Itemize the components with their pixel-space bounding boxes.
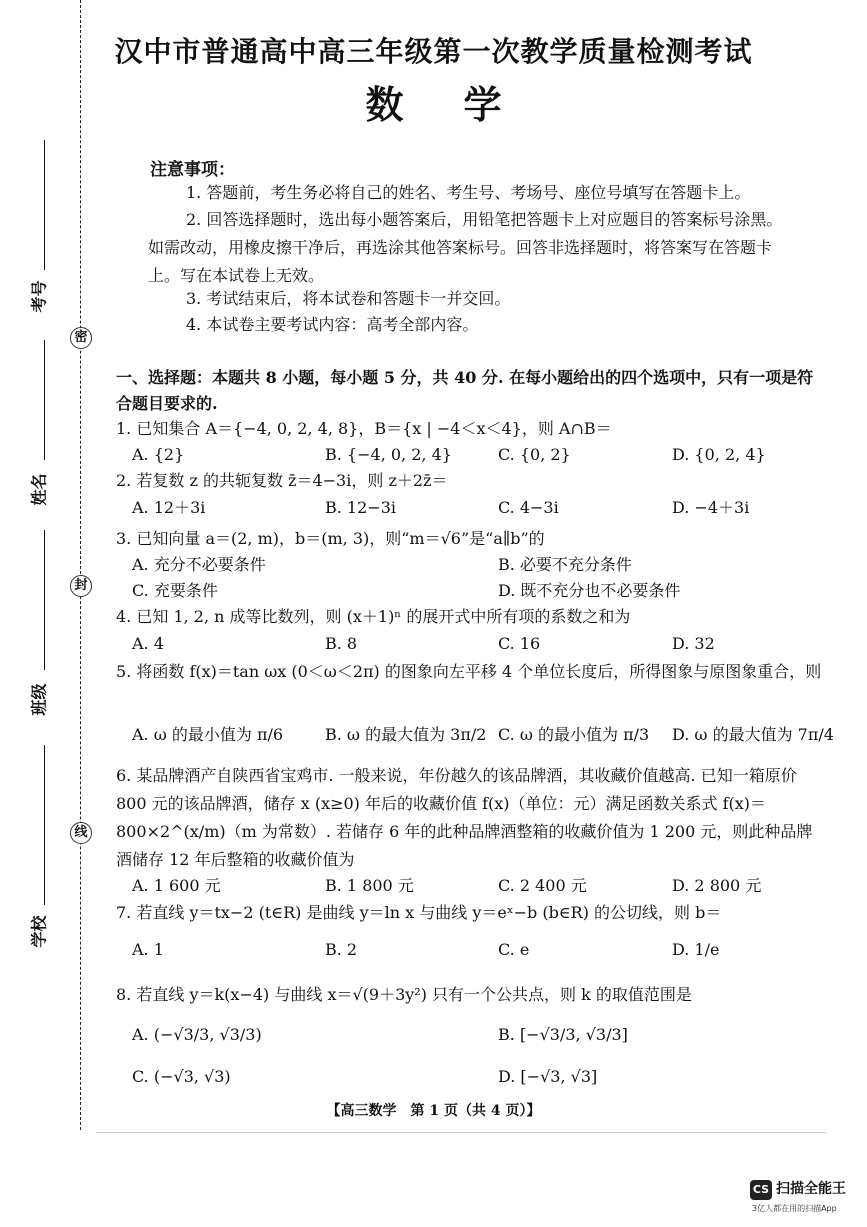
- name-underline: [44, 340, 45, 460]
- page-divider: [96, 1132, 826, 1133]
- school-label: 学校: [29, 915, 49, 948]
- question-6-option-d: D. 2 800 元: [672, 876, 762, 895]
- page-footer: 【高三数学 第 1 页（共 4 页）】: [326, 1103, 541, 1119]
- question-4-stem: 4. 已知 1, 2, n 成等比数列，则 (x＋1)ⁿ 的展开式中所有项的系数之和为: [116, 607, 631, 626]
- question-3-option-c: C. 充要条件: [132, 581, 218, 600]
- question-5-option-c: C. ω 的最小值为 π/3: [498, 725, 650, 744]
- question-6-option-a: A. 1 600 元: [132, 876, 221, 895]
- seal-xian: 线: [70, 822, 92, 844]
- question-5-option-a: A. ω 的最小值为 π/6: [132, 725, 284, 744]
- question-4-option-a: A. 4: [132, 634, 164, 653]
- question-3-stem: 3. 已知向量 a＝(2, m)，b＝(m, 3)，则“m＝√6”是“a∥b”的: [116, 529, 545, 548]
- question-1-stem: 1. 已知集合 A＝{−4, 0, 2, 4, 8}，B＝{x | −4＜x＜4}，则 A∩B＝: [116, 419, 612, 438]
- question-1-option-b: B. {−4, 0, 2, 4}: [325, 445, 452, 464]
- notice-heading: 注意事项：: [150, 160, 235, 180]
- question-5-option-b: B. ω 的最大值为 3π/2: [325, 725, 487, 744]
- watermark-subtext: 3亿人都在用的扫描App: [752, 1204, 837, 1213]
- notice-item-4: 4. 本试卷主要考试内容：高考全部内容。: [186, 315, 479, 334]
- question-8-option-b: B. [−√3/3, √3/3]: [498, 1025, 628, 1044]
- question-3-option-a: A. 充分不必要条件: [132, 555, 266, 574]
- question-3-option-d: D. 既不充分也不必要条件: [498, 581, 681, 600]
- notice-item-2: 2. 回答选择题时，选出每小题答案后，用铅笔把答题卡上对应题目的答案标号涂黑。如需改动，用橡皮擦干净后，再选涂其他答案标号。回答非选择题时，将答案写在答题卡上。写在本试卷上无效。: [148, 210, 783, 285]
- question-1-option-a: A. {2}: [132, 445, 185, 464]
- question-6-stem: 6. 某品牌酒产自陕西省宝鸡市. 一般来说，年份越久的该品牌酒，其收藏价值越高. 已知一箱原价 800 元的该品牌酒，储存 x (x≥0) 年后的收藏价值 f(x)（单位：元）满足函数关系式 f(x)＝800×2^(x/m)（m 为常数）. 若储存 6 年的此种品牌酒整箱的收藏价值为 1 200 元，则此种品牌酒储存 12 年后整箱的收藏价值为: [116, 766, 813, 869]
- class-label: 班级: [29, 683, 49, 716]
- binding-margin-line: [80, 0, 81, 1130]
- question-8-option-d: D. [−√3, √3]: [498, 1067, 598, 1086]
- question-8-stem: 8. 若直线 y＝k(x−4) 与曲线 x＝√(9＋3y²) 只有一个公共点，则 k 的取值范围是: [116, 985, 692, 1004]
- question-6-option-c: C. 2 400 元: [498, 876, 587, 895]
- question-4-option-d: D. 32: [672, 634, 715, 653]
- exam-title: 汉中市普通高中高三年级第一次教学质量检测考试: [114, 35, 753, 68]
- notice-item-1: 1. 答题前，考生务必将自己的姓名、考生号、考场号、座位号填写在答题卡上。: [186, 183, 751, 202]
- camscanner-logo-icon: CS: [750, 1180, 772, 1200]
- exam-id-label: 考号: [29, 280, 49, 313]
- question-7-option-a: A. 1: [132, 940, 164, 959]
- question-2-stem: 2. 若复数 z 的共轭复数 z̄＝4−3i，则 z＋2z̄＝: [116, 471, 448, 490]
- seal-feng: 封: [70, 575, 92, 597]
- question-1-option-c: C. {0, 2}: [498, 445, 571, 464]
- question-3-option-b: B. 必要不充分条件: [498, 555, 632, 574]
- question-7-stem: 7. 若直线 y＝tx−2 (t∈R) 是曲线 y＝ln x 与曲线 y＝eˣ−b (b∈R) 的公切线，则 b＝: [116, 903, 722, 922]
- question-1-option-d: D. {0, 2, 4}: [672, 445, 766, 464]
- question-2-option-c: C. 4−3i: [498, 498, 559, 517]
- question-2-option-d: D. −4＋3i: [672, 498, 750, 517]
- question-2-option-b: B. 12−3i: [325, 498, 396, 517]
- question-7-option-c: C. e: [498, 940, 530, 959]
- question-4-option-c: C. 16: [498, 634, 541, 653]
- question-2-option-a: A. 12＋3i: [132, 498, 206, 517]
- question-5-option-d: D. ω 的最大值为 7π/4: [672, 725, 834, 744]
- name-label: 姓名: [29, 473, 49, 506]
- class-underline: [44, 530, 45, 670]
- question-7-option-b: B. 2: [325, 940, 358, 959]
- section-heading: 一、选择题：本题共 8 小题，每小题 5 分，共 40 分. 在每小题给出的四个选项中，只有一项是符合题目要求的.: [116, 368, 814, 413]
- question-6-option-b: B. 1 800 元: [325, 876, 414, 895]
- exam-id-underline: [44, 140, 45, 270]
- question-4-option-b: B. 8: [325, 634, 358, 653]
- subject-title: 数学: [365, 83, 562, 127]
- watermark-text: 扫描全能王: [776, 1181, 846, 1197]
- question-5-stem: 5. 将函数 f(x)＝tan ωx (0＜ω＜2π) 的图象向左平移 4 个单位长度后，所得图象与原图象重合，则: [116, 662, 822, 681]
- question-8-option-a: A. (−√3/3, √3/3): [132, 1025, 262, 1044]
- school-underline: [44, 745, 45, 905]
- question-7-option-d: D. 1/e: [672, 940, 720, 959]
- notice-item-3: 3. 考试结束后，将本试卷和答题卡一并交回。: [186, 289, 511, 308]
- question-8-option-c: C. (−√3, √3): [132, 1067, 231, 1086]
- seal-mi: 密: [70, 327, 92, 349]
